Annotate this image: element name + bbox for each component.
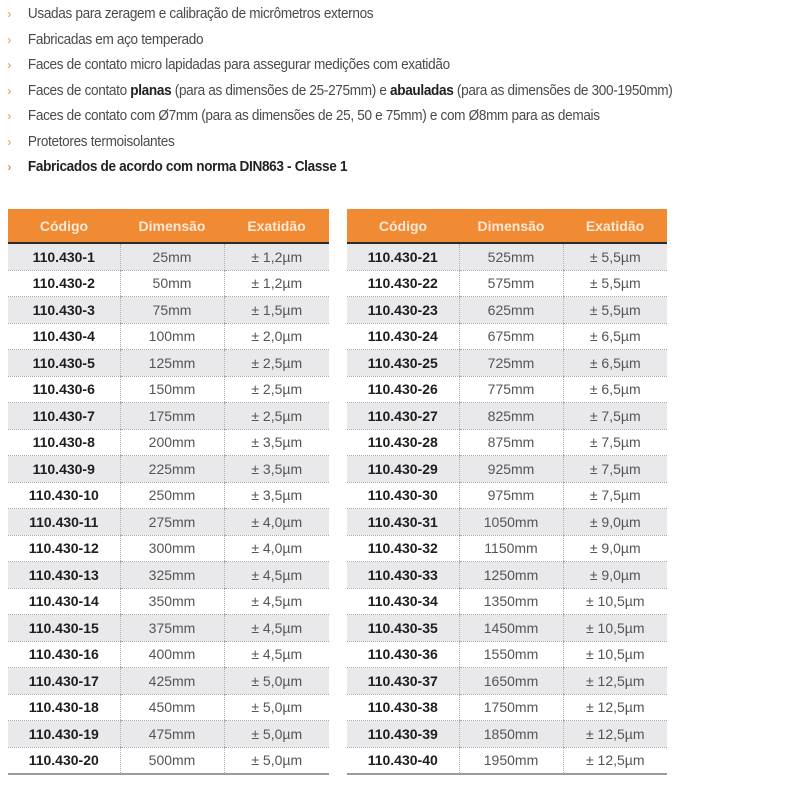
feature-item: › Faces de contato planas (para as dimensões de 25-275mm) e abauladas (para as dimensões de 300-1950mm) <box>0 79 672 105</box>
cell-codigo: 110.430-21 <box>347 243 459 270</box>
cell-codigo: 110.430-22 <box>347 270 459 297</box>
table-row <box>8 350 329 377</box>
cell-exatidao: ± 1,5µm <box>224 297 329 324</box>
cell-codigo: 110.430-40 <box>347 747 459 774</box>
table-row <box>347 535 667 562</box>
cell-exatidao: ± 7,5µm <box>563 429 667 456</box>
cell-dimensao: 275mm <box>120 509 224 536</box>
chevron-right-icon: › <box>7 134 11 149</box>
feature-item: › Fabricadas em aço temperado <box>0 28 672 54</box>
table-row <box>347 615 667 642</box>
table-row <box>8 429 329 456</box>
cell-dimensao: 400mm <box>120 641 224 668</box>
cell-dimensao: 525mm <box>459 243 563 270</box>
cell-exatidao: ± 5,0µm <box>224 694 329 721</box>
cell-dimensao: 125mm <box>120 350 224 377</box>
cell-codigo: 110.430-16 <box>8 641 120 668</box>
cell-dimensao: 500mm <box>120 747 224 774</box>
table-row <box>8 270 329 297</box>
feature-item-standard: › Fabricados de acordo com norma DIN863 - Classe 1 <box>0 155 672 181</box>
cell-exatidao: ± 6,5µm <box>563 350 667 377</box>
table-row <box>8 509 329 536</box>
spec-table-left <box>8 209 329 775</box>
cell-codigo: 110.430-11 <box>8 509 120 536</box>
table-row <box>8 641 329 668</box>
cell-codigo: 110.430-32 <box>347 535 459 562</box>
cell-dimensao: 1850mm <box>459 721 563 748</box>
cell-exatidao: ± 9,0µm <box>563 562 667 589</box>
cell-codigo: 110.430-17 <box>8 668 120 695</box>
table-row <box>8 482 329 509</box>
cell-codigo: 110.430-38 <box>347 694 459 721</box>
table-row <box>8 721 329 748</box>
cell-exatidao: ± 12,5µm <box>563 668 667 695</box>
cell-codigo: 110.430-20 <box>8 747 120 774</box>
cell-codigo: 110.430-2 <box>8 270 120 297</box>
chevron-right-icon: › <box>7 109 11 123</box>
cell-codigo: 110.430-10 <box>8 482 120 509</box>
cell-codigo: 110.430-3 <box>8 297 120 324</box>
cell-exatidao: ± 5,5µm <box>563 270 667 297</box>
cell-dimensao: 825mm <box>459 403 563 430</box>
cell-dimensao: 50mm <box>120 270 224 297</box>
table-row <box>8 562 329 589</box>
cell-dimensao: 875mm <box>459 429 563 456</box>
cell-dimensao: 1050mm <box>459 509 563 536</box>
cell-exatidao: ± 3,5µm <box>224 482 329 509</box>
cell-dimensao: 475mm <box>120 721 224 748</box>
cell-codigo: 110.430-37 <box>347 668 459 695</box>
table-row <box>347 456 667 483</box>
table-row <box>347 429 667 456</box>
cell-exatidao: ± 2,5µm <box>224 403 329 430</box>
cell-dimensao: 300mm <box>120 535 224 562</box>
cell-exatidao: ± 12,5µm <box>563 721 667 748</box>
cell-exatidao: ± 4,0µm <box>224 509 329 536</box>
cell-codigo: 110.430-27 <box>347 403 459 430</box>
cell-dimensao: 975mm <box>459 482 563 509</box>
cell-codigo: 110.430-33 <box>347 562 459 589</box>
cell-dimensao: 1350mm <box>459 588 563 615</box>
feature-item: › Usadas para zeragem e calibração de micrômetros externos <box>0 2 672 28</box>
cell-dimensao: 925mm <box>459 456 563 483</box>
feature-item: › Faces de contato micro lapidadas para assegurar medições com exatidão <box>0 53 672 79</box>
header-exatidao: Exatidão <box>224 209 329 243</box>
cell-dimensao: 675mm <box>459 323 563 350</box>
cell-dimensao: 325mm <box>120 562 224 589</box>
table-row <box>8 747 329 774</box>
cell-codigo: 110.430-31 <box>347 509 459 536</box>
cell-codigo: 110.430-9 <box>8 456 120 483</box>
cell-dimensao: 450mm <box>120 694 224 721</box>
feature-item: › Faces de contato com Ø7mm (para as dimensões de 25, 50 e 75mm) e com Ø8mm para as demais <box>0 104 672 130</box>
chevron-right-icon: › <box>7 7 11 21</box>
cell-exatidao: ± 10,5µm <box>563 588 667 615</box>
cell-codigo: 110.430-5 <box>8 350 120 377</box>
cell-dimensao: 100mm <box>120 323 224 350</box>
cell-dimensao: 725mm <box>459 350 563 377</box>
cell-codigo: 110.430-19 <box>8 721 120 748</box>
table-row <box>8 323 329 350</box>
cell-dimensao: 1950mm <box>459 747 563 774</box>
cell-codigo: 110.430-15 <box>8 615 120 642</box>
cell-codigo: 110.430-39 <box>347 721 459 748</box>
cell-dimensao: 375mm <box>120 615 224 642</box>
cell-exatidao: ± 3,5µm <box>224 456 329 483</box>
chevron-right-icon: › <box>7 58 11 72</box>
cell-exatidao: ± 9,0µm <box>563 509 667 536</box>
cell-exatidao: ± 9,0µm <box>563 535 667 562</box>
cell-codigo: 110.430-8 <box>8 429 120 456</box>
cell-exatidao: ± 7,5µm <box>563 403 667 430</box>
cell-dimensao: 1150mm <box>459 535 563 562</box>
cell-exatidao: ± 4,5µm <box>224 562 329 589</box>
chevron-right-icon: › <box>7 83 11 98</box>
header-dimensao: Dimensão <box>120 209 224 243</box>
cell-dimensao: 200mm <box>120 429 224 456</box>
cell-codigo: 110.430-25 <box>347 350 459 377</box>
chevron-right-icon: › <box>7 160 11 174</box>
cell-dimensao: 775mm <box>459 376 563 403</box>
cell-exatidao: ± 5,0µm <box>224 747 329 774</box>
cell-codigo: 110.430-4 <box>8 323 120 350</box>
cell-codigo: 110.430-13 <box>8 562 120 589</box>
table-row <box>347 376 667 403</box>
cell-exatidao: ± 10,5µm <box>563 641 667 668</box>
cell-dimensao: 25mm <box>120 243 224 270</box>
cell-exatidao: ± 10,5µm <box>563 615 667 642</box>
cell-dimensao: 625mm <box>459 297 563 324</box>
cell-dimensao: 75mm <box>120 297 224 324</box>
cell-dimensao: 1750mm <box>459 694 563 721</box>
table-row <box>347 509 667 536</box>
cell-exatidao: ± 5,5µm <box>563 297 667 324</box>
table-row <box>8 535 329 562</box>
table-row <box>8 588 329 615</box>
cell-exatidao: ± 5,0µm <box>224 721 329 748</box>
cell-exatidao: ± 3,5µm <box>224 429 329 456</box>
table-row <box>8 456 329 483</box>
cell-dimensao: 1650mm <box>459 668 563 695</box>
cell-exatidao: ± 5,0µm <box>224 668 329 695</box>
table-row <box>347 721 667 748</box>
cell-exatidao: ± 4,5µm <box>224 588 329 615</box>
cell-exatidao: ± 4,0µm <box>224 535 329 562</box>
header-codigo: Código <box>347 209 459 243</box>
header-codigo: Código <box>8 209 120 243</box>
cell-dimensao: 1450mm <box>459 615 563 642</box>
spec-table-right <box>347 209 667 775</box>
cell-codigo: 110.430-36 <box>347 641 459 668</box>
cell-exatidao: ± 4,5µm <box>224 641 329 668</box>
cell-exatidao: ± 6,5µm <box>563 376 667 403</box>
cell-dimensao: 175mm <box>120 403 224 430</box>
table-row <box>347 694 667 721</box>
cell-codigo: 110.430-30 <box>347 482 459 509</box>
table-row <box>8 668 329 695</box>
cell-codigo: 110.430-28 <box>347 429 459 456</box>
cell-dimensao: 250mm <box>120 482 224 509</box>
table-row <box>347 323 667 350</box>
table-row <box>8 297 329 324</box>
cell-exatidao: ± 7,5µm <box>563 482 667 509</box>
cell-exatidao: ± 12,5µm <box>563 747 667 774</box>
cell-codigo: 110.430-24 <box>347 323 459 350</box>
feature-item: › Protetores termoisolantes <box>0 130 672 156</box>
table-row <box>347 641 667 668</box>
table-row <box>347 482 667 509</box>
cell-codigo: 110.430-12 <box>8 535 120 562</box>
cell-exatidao: ± 5,5µm <box>563 243 667 270</box>
table-row <box>347 588 667 615</box>
table-row <box>347 747 667 774</box>
table-row <box>8 376 329 403</box>
cell-exatidao: ± 1,2µm <box>224 270 329 297</box>
cell-exatidao: ± 2,5µm <box>224 376 329 403</box>
cell-dimensao: 1250mm <box>459 562 563 589</box>
table-row <box>347 668 667 695</box>
table-row <box>8 403 329 430</box>
table-row <box>347 243 667 270</box>
cell-codigo: 110.430-18 <box>8 694 120 721</box>
cell-exatidao: ± 4,5µm <box>224 615 329 642</box>
cell-exatidao: ± 2,5µm <box>224 350 329 377</box>
chevron-right-icon: › <box>7 32 11 47</box>
table-row <box>8 694 329 721</box>
cell-dimensao: 1550mm <box>459 641 563 668</box>
header-dimensao: Dimensão <box>459 209 563 243</box>
table-row <box>8 615 329 642</box>
cell-exatidao: ± 1,2µm <box>224 243 329 270</box>
header-exatidao: Exatidão <box>563 209 667 243</box>
table-row <box>347 270 667 297</box>
cell-dimensao: 575mm <box>459 270 563 297</box>
table-row <box>347 297 667 324</box>
cell-codigo: 110.430-29 <box>347 456 459 483</box>
cell-codigo: 110.430-7 <box>8 403 120 430</box>
cell-codigo: 110.430-6 <box>8 376 120 403</box>
table-row <box>8 243 329 270</box>
feature-list <box>0 2 723 181</box>
cell-codigo: 110.430-35 <box>347 615 459 642</box>
cell-codigo: 110.430-26 <box>347 376 459 403</box>
cell-codigo: 110.430-23 <box>347 297 459 324</box>
table-row <box>347 350 667 377</box>
cell-dimensao: 425mm <box>120 668 224 695</box>
cell-exatidao: ± 12,5µm <box>563 694 667 721</box>
cell-codigo: 110.430-34 <box>347 588 459 615</box>
cell-exatidao: ± 7,5µm <box>563 456 667 483</box>
table-row <box>347 403 667 430</box>
cell-dimensao: 225mm <box>120 456 224 483</box>
cell-dimensao: 150mm <box>120 376 224 403</box>
cell-codigo: 110.430-1 <box>8 243 120 270</box>
cell-dimensao: 350mm <box>120 588 224 615</box>
cell-exatidao: ± 6,5µm <box>563 323 667 350</box>
cell-exatidao: ± 2,0µm <box>224 323 329 350</box>
cell-codigo: 110.430-14 <box>8 588 120 615</box>
table-row <box>347 562 667 589</box>
